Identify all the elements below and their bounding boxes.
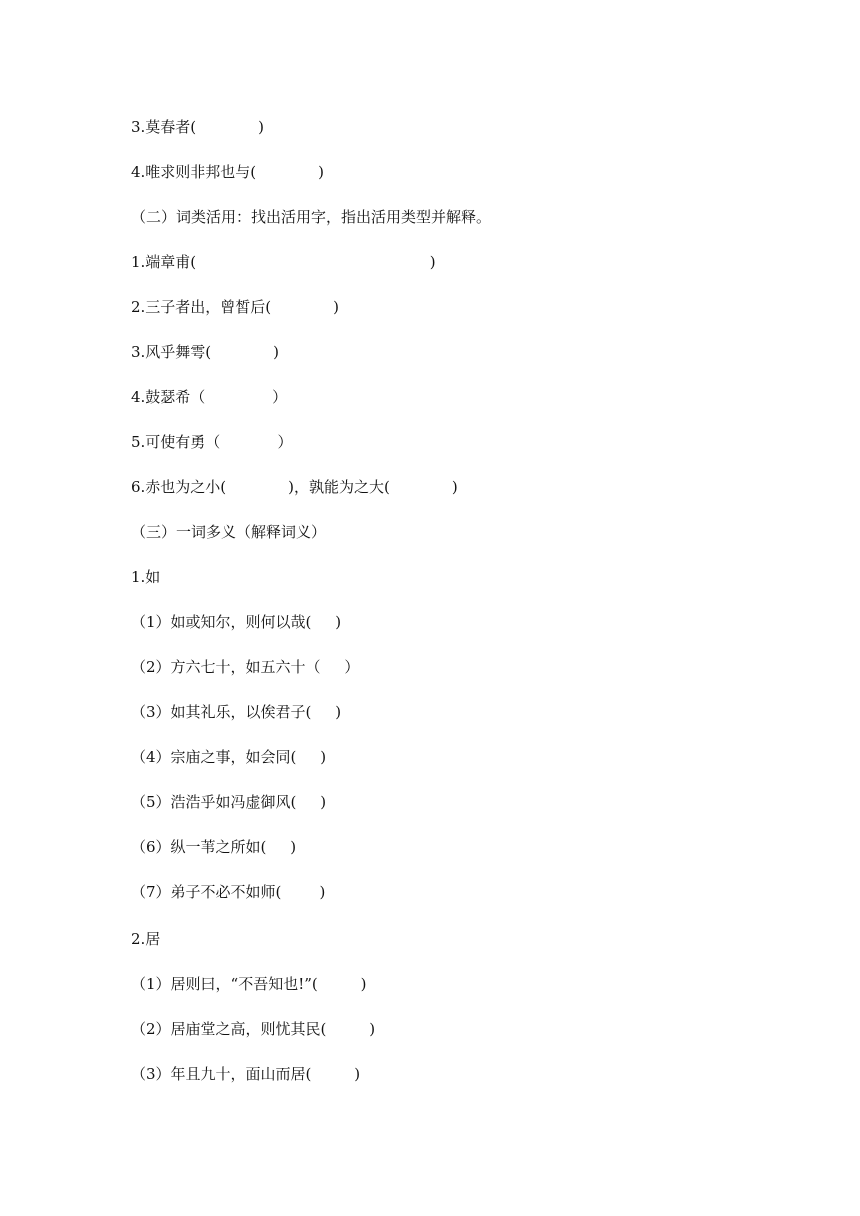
item-line: （6）纵一苇之所如( ) [131,838,297,856]
item-line: 2.三子者出，曾皙后( ) [131,298,340,316]
section-heading: （三）一词多义（解释词义） [131,523,327,541]
item-line: （5）浩浩乎如冯虚御风( ) [131,793,327,811]
item-line: 6.赤也为之小( )，孰能为之大( ) [131,478,458,496]
item-line: （3）年且九十，面山而居( ) [131,1065,361,1083]
item-line: （2）方六七十，如五六十（ ） [131,658,360,676]
item-line: 3.莫春者( ) [131,118,265,136]
item-line: 5.可使有勇（ ） [131,433,293,451]
word-heading: 2.居 [131,930,161,948]
item-line: （7）弟子不必不如师( ) [131,883,326,901]
item-line: （1）如或知尔，则何以哉( ) [131,613,342,631]
item-line: 4.鼓瑟希（ ） [131,388,288,406]
item-line: （4）宗庙之事，如会同( ) [131,748,327,766]
item-line: （3）如其礼乐，以俟君子( ) [131,703,342,721]
item-line: 4.唯求则非邦也与( ) [131,163,325,181]
item-line: 3.风乎舞雩( ) [131,343,280,361]
item-line: 1.端章甫( ) [131,253,436,271]
section-heading: （二）词类活用：找出活用字，指出活用类型并解释。 [131,208,492,226]
item-line: （1）居则曰，“不吾知也!”( ) [131,975,367,993]
word-heading: 1.如 [131,568,161,586]
item-line: （2）居庙堂之高，则忧其民( ) [131,1020,376,1038]
